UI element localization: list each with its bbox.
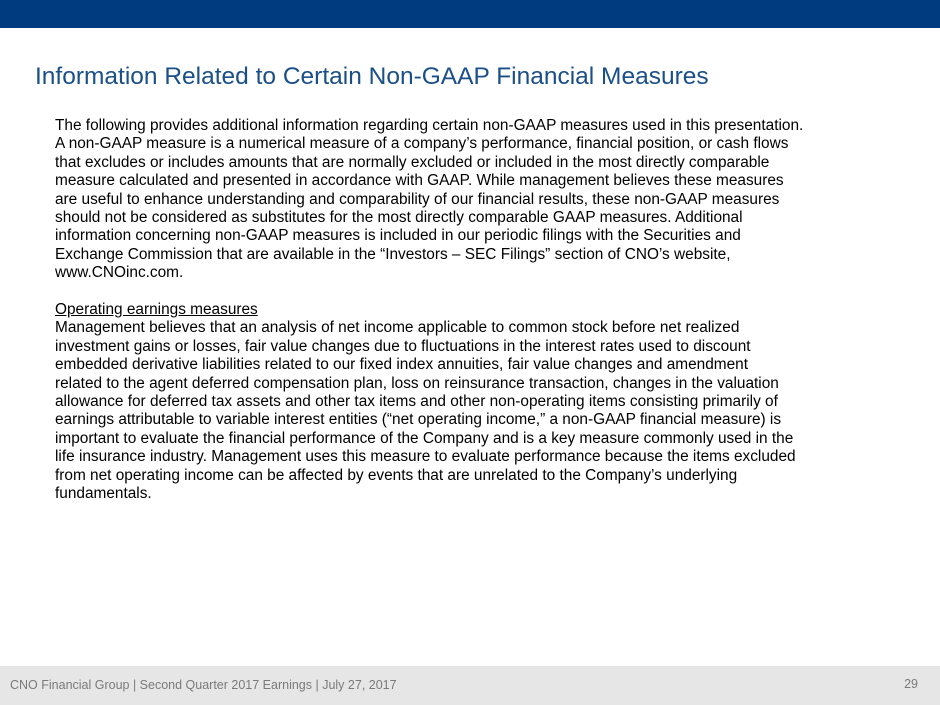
text-line: that excludes or includes amounts that are normally excluded or included in the most directly comparable xyxy=(55,153,770,171)
footer-bar xyxy=(0,666,940,705)
text-line: earnings attributable to variable interest entities (“net operating income,” a non-GAAP financial measure) is xyxy=(55,411,782,429)
text-line: Management believes that an analysis of net income applicable to common stock before net realized xyxy=(55,319,740,337)
text-line: Exchange Commission that are available in the “Investors – SEC Filings” section of CNO’s website, xyxy=(55,245,731,263)
slide-title: Information Related to Certain Non-GAAP Financial Measures xyxy=(35,63,709,90)
text-line: are useful to enhance understanding and comparability of our financial results, these non-GAAP measures xyxy=(55,190,780,208)
top-header-bar xyxy=(0,0,940,28)
body-text xyxy=(55,117,895,504)
footer-text: CNO Financial Group | Second Quarter 2017 Earnings | July 27, 2017 xyxy=(10,678,397,692)
text-line: life insurance industry. Management uses this measure to evaluate performance because the items excluded xyxy=(55,448,796,466)
text-line: from net operating income can be affected by events that are unrelated to the Company’s underlying xyxy=(55,466,738,484)
text-line: allowance for deferred tax assets and other tax items and other non-operating items consisting primarily of xyxy=(55,393,778,411)
text-line: measure calculated and presented in accordance with GAAP. While management believes these measures xyxy=(55,172,784,190)
text-line: important to evaluate the financial performance of the Company and is a key measure commonly used in the xyxy=(55,429,794,447)
section-heading: Operating earnings measures xyxy=(55,301,258,319)
text-line: fundamentals. xyxy=(55,485,152,503)
text-line: embedded derivative liabilities related to our fixed index annuities, fair value changes and amendment xyxy=(55,356,748,374)
text-line: A non-GAAP measure is a numerical measure of a company’s performance, financial position, or cash flows xyxy=(55,135,789,153)
paragraph-spacer xyxy=(55,283,895,301)
text-line: should not be considered as substitutes for the most directly comparable GAAP measures. Additional xyxy=(55,209,743,227)
text-line: related to the agent deferred compensation plan, loss on reinsurance transaction, changes in the valuation xyxy=(55,374,779,392)
text-line: The following provides additional information regarding certain non-GAAP measures used in this presentation. xyxy=(55,117,804,134)
page-number: 29 xyxy=(904,677,918,691)
text-line: information concerning non-GAAP measures is included in our periodic filings with the Securities and xyxy=(55,227,741,245)
text-line: investment gains or losses, fair value changes due to fluctuations in the interest rates used to discount xyxy=(55,337,751,355)
text-line: www.CNOinc.com. xyxy=(55,264,184,282)
intro-paragraph xyxy=(55,117,895,283)
operating-earnings-section xyxy=(55,301,895,503)
